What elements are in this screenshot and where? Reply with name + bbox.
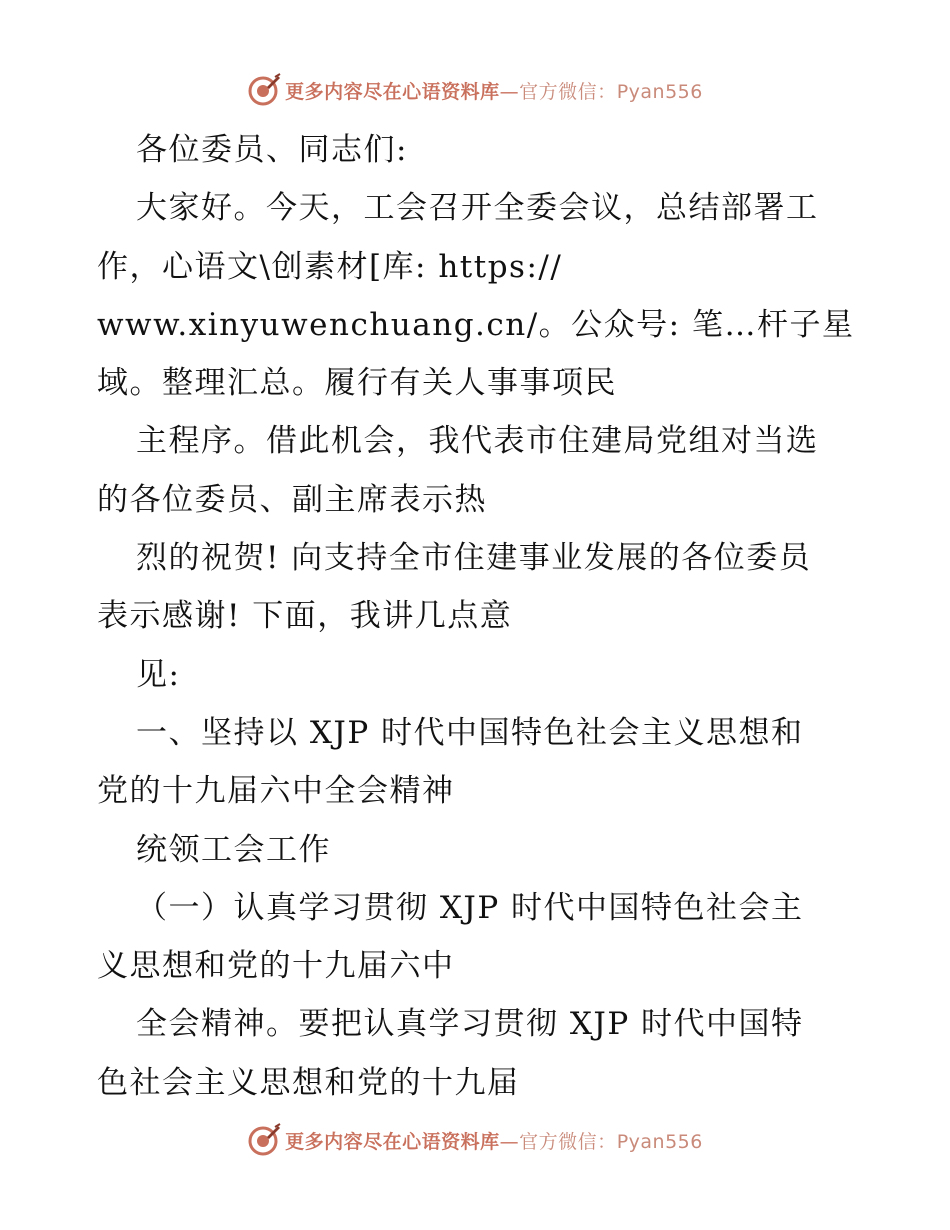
body-line: 烈的祝贺! 向支持全市住建事业发展的各位委员: [136, 540, 812, 577]
body-line: 全会精神。要把认真学习贯彻 XJP 时代中国特: [136, 1006, 804, 1043]
watermark-banner-top: [0, 70, 950, 110]
body-line: 党的十九届六中全会精神: [97, 773, 455, 810]
quill-pen-seal-icon: [247, 73, 281, 107]
body-line: 主程序。借此机会，我代表市住建局党组对当选: [136, 423, 819, 460]
body-line: 见:: [136, 656, 181, 693]
body-line: 一、坚持以 XJP 时代中国特色社会主义思想和: [136, 714, 804, 751]
body-line: 各位委员、同志们:: [136, 132, 408, 168]
body-line: 域。整理汇总。履行有关人事事项民: [97, 365, 617, 402]
watermark-banner-bottom: [0, 1120, 950, 1160]
body-line: 统领工会工作: [136, 831, 331, 868]
body-line: 表示感谢! 下面，我讲几点意: [97, 598, 513, 635]
document-body: [97, 121, 857, 1112]
watermark-dash: —: [499, 80, 520, 103]
watermark-main: 更多内容尽在心语资料库: [285, 1130, 500, 1153]
body-line: 色社会主义思想和党的十九届: [97, 1064, 520, 1101]
watermark-main: 更多内容尽在心语资料库: [285, 80, 500, 103]
quill-pen-seal-icon: [247, 1123, 281, 1157]
body-line: 大家好。今天，工会召开全委会议，总结部署工: [136, 190, 819, 227]
body-line: 的各位委员、副主席表示热: [97, 481, 487, 518]
body-line: 义思想和党的十九届六中: [97, 948, 455, 985]
body-line: www.xinyuwenchuang.cn/。公众号: 笔…杆子星: [97, 306, 855, 343]
watermark-contact-id: Pyan556: [616, 80, 703, 103]
watermark-contact-label: 官方微信：: [519, 1130, 617, 1153]
watermark-text: [285, 77, 703, 104]
watermark-contact-label: 官方微信：: [519, 80, 617, 103]
watermark-text: [285, 1127, 703, 1154]
body-line: （一）认真学习贯彻 XJP 时代中国特色社会主: [136, 889, 804, 926]
watermark-contact-id: Pyan556: [616, 1130, 703, 1153]
watermark-dash: —: [499, 1130, 520, 1153]
body-line: 作，心语文\创素材[库: https://: [97, 248, 563, 285]
